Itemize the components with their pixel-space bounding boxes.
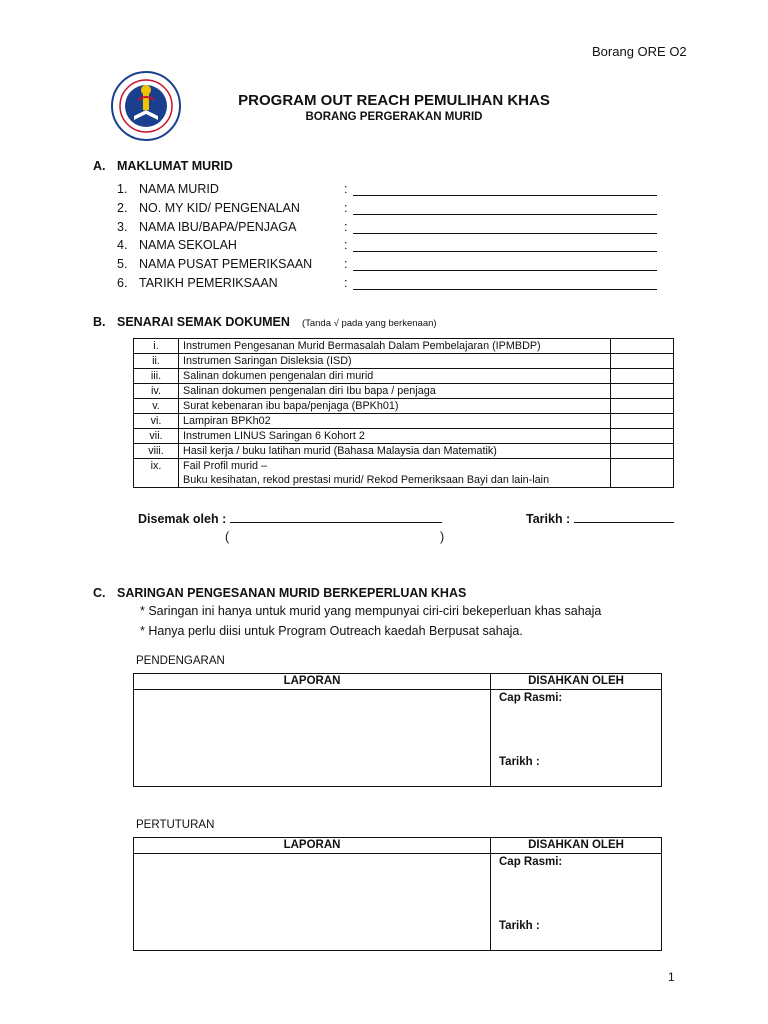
tick-box[interactable] [611, 444, 674, 459]
table-row: i. Instrumen Pengesanan Murid Bermasalah Dalam Pembelajaran (IPMBDP) [134, 339, 674, 354]
tick-box[interactable] [611, 384, 674, 399]
hearing-verify-cell[interactable]: Cap Rasmi: Tarikh : [491, 690, 662, 787]
speech-verify-cell[interactable]: Cap Rasmi: Tarikh : [491, 854, 662, 951]
verified-by-header: DISAHKAN OLEH [491, 674, 662, 690]
tick-box[interactable] [611, 459, 674, 488]
tick-box[interactable] [611, 369, 674, 384]
table-row: iii. Salinan dokumen pengenalan diri murid [134, 369, 674, 384]
table-row: ix. Fail Profil murid – Buku kesihatan, rekod prestasi murid/ Rekod Pemeriksaan Bayi dan lain-lain [134, 459, 674, 488]
speech-report-cell[interactable] [134, 854, 491, 951]
signature-paren-open: ( [225, 530, 230, 544]
section-a-heading: A. MAKLUMAT MURID [93, 159, 233, 173]
form-title: PROGRAM OUT REACH PEMULIHAN KHAS [238, 92, 550, 109]
signature-paren-close: ) [440, 530, 445, 544]
screening-note-1: * Saringan ini hanya untuk murid yang mempunyai ciri-ciri bekeperluan khas sahaja [140, 604, 602, 618]
tick-box[interactable] [611, 429, 674, 444]
table-row: vii. Instrumen LINUS Saringan 6 Kohort 2 [134, 429, 674, 444]
field-student-name[interactable]: 1. NAMA MURID : [117, 182, 657, 200]
form-code: Borang ORE O2 [592, 44, 687, 59]
checked-date-field[interactable]: Tarikh : [526, 512, 674, 526]
report-header: LAPORAN [134, 838, 491, 854]
table-row: vi. Lampiran BPKh02 [134, 414, 674, 429]
table-row: ii. Instrumen Saringan Disleksia (ISD) [134, 354, 674, 369]
tick-box[interactable] [611, 354, 674, 369]
section-c-heading: C. SARINGAN PENGESANAN MURID BERKEPERLUAN KHAS [93, 586, 467, 600]
document-checklist-table [133, 338, 674, 488]
tick-box[interactable] [611, 399, 674, 414]
field-mykid[interactable]: 2. NO. MY KID/ PENGENALAN : [117, 201, 657, 219]
field-center-name[interactable]: 5. NAMA PUSAT PEMERIKSAAN : [117, 257, 657, 275]
page-number: 1 [668, 970, 675, 984]
hearing-title: PENDENGARAN [136, 655, 225, 667]
tick-box[interactable] [611, 339, 674, 354]
screening-note-2: * Hanya perlu diisi untuk Program Outreach kaedah Berpusat sahaja. [140, 624, 523, 638]
field-parent-name[interactable]: 3. NAMA IBU/BAPA/PENJAGA : [117, 220, 657, 238]
field-school-name[interactable]: 4. NAMA SEKOLAH : [117, 238, 657, 256]
form-subtitle: BORANG PERGERAKAN MURID [305, 111, 483, 123]
speech-table [133, 837, 662, 951]
table-row: v. Surat kebenaran ibu bapa/penjaga (BPKh01) [134, 399, 674, 414]
verified-by-header: DISAHKAN OLEH [491, 838, 662, 854]
section-b-heading: B. SENARAI SEMAK DOKUMEN (Tanda √ pada yang berkenaan) [93, 315, 437, 329]
hearing-table [133, 673, 662, 787]
field-exam-date[interactable]: 6. TARIKH PEMERIKSAAN : [117, 276, 657, 294]
hearing-report-cell[interactable] [134, 690, 491, 787]
speech-title: PERTUTURAN [136, 819, 215, 831]
tick-box[interactable] [611, 414, 674, 429]
checked-by-field[interactable]: Disemak oleh : [138, 512, 442, 526]
table-row: iv. Salinan dokumen pengenalan diri Ibu bapa / penjaga [134, 384, 674, 399]
report-header: LAPORAN [134, 674, 491, 690]
table-row: viii. Hasil kerja / buku latihan murid (Bahasa Malaysia dan Matematik) [134, 444, 674, 459]
